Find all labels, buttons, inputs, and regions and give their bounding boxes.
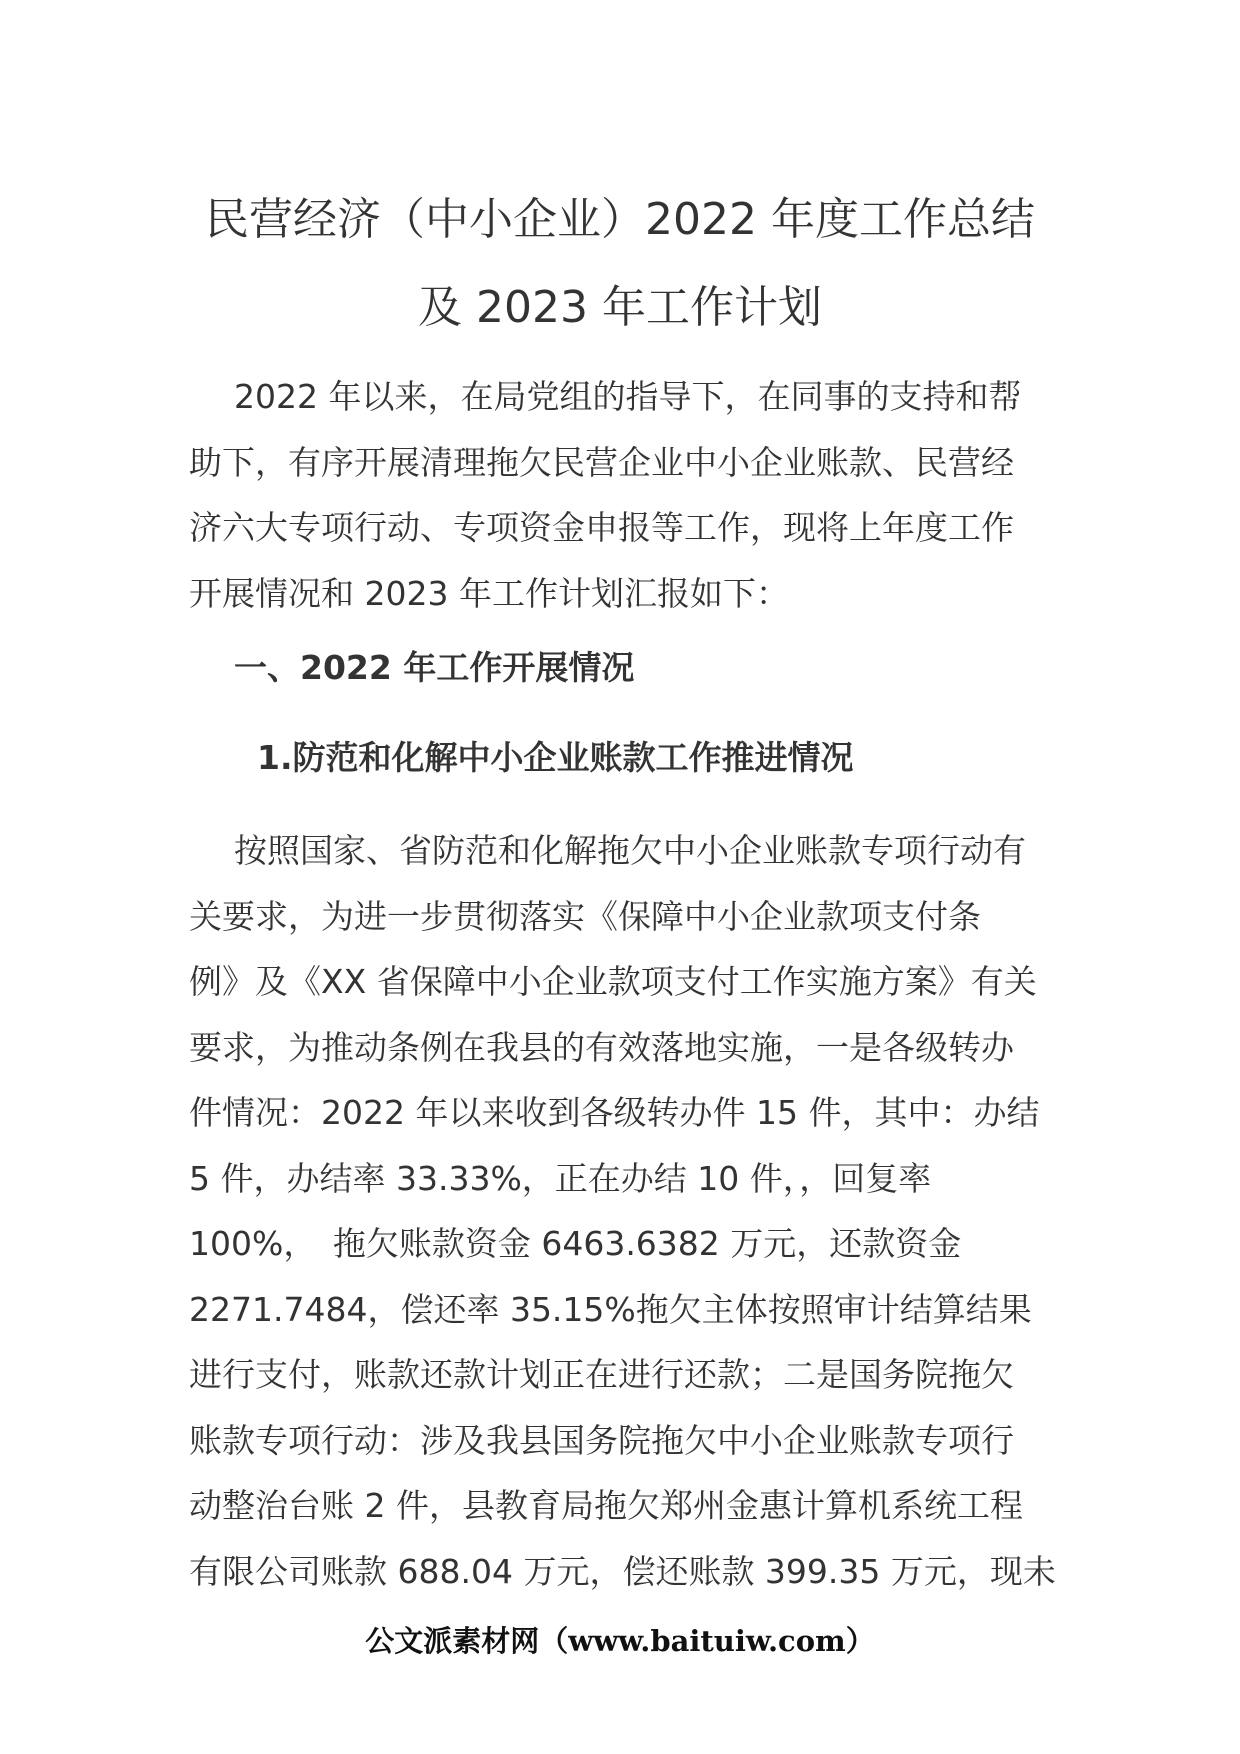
paragraph-line: 按照国家、省防范和化解拖欠中小企业账款专项行动有 xyxy=(234,831,1026,870)
footer-watermark: 公文派素材网（www.baituiw.com） xyxy=(365,1624,875,1658)
paragraph-line: 要求，为推动条例在我县的有效落地实施，一是各级转办 xyxy=(189,1027,1014,1067)
subsection-heading: 1.防范和化解中小企业账款工作推进情况 xyxy=(257,738,854,777)
section-heading: 一、2022 年工作开展情况 xyxy=(234,648,635,687)
paragraph-line: 有限公司账款 688.04 万元，偿还账款 399.35 万元，现未 xyxy=(189,1551,1056,1591)
paragraph-line: 5 件，办结率 33.33%，正在办结 10 件，，回复率 xyxy=(189,1158,932,1198)
paragraph-line: 2022 年以来，在局党组的指导下，在同事的支持和帮 xyxy=(234,377,1022,416)
paragraph-line: 开展情况和 2023 年工作计划汇报如下： xyxy=(189,573,789,613)
body-paragraph xyxy=(189,818,1056,1604)
paragraph-line: 济六大专项行动、专项资金申报等工作，现将上年度工作 xyxy=(189,508,1014,547)
document-title-line-1: 民营经济（中小企业）2022 年度工作总结 xyxy=(205,194,1035,245)
paragraph-line: 助下，有序开展清理拖欠民营企业中小企业账款、民营经 xyxy=(189,442,1014,482)
paragraph-line: 100%， 拖欠账款资金 6463.6382 万元，还款资金 xyxy=(189,1224,962,1263)
paragraph-line: 账款专项行动：涉及我县国务院拖欠中小企业账款专项行 xyxy=(189,1420,1014,1460)
paragraph-line: 例》及《XX 省保障中小企业款项支付工作实施方案》有关 xyxy=(189,962,1037,1001)
paragraph-line: 动整治台账 2 件，县教育局拖欠郑州金惠计算机系统工程 xyxy=(189,1486,1023,1525)
paragraph-line: 进行支付，账款还款计划正在进行还款；二是国务院拖欠 xyxy=(189,1355,1014,1394)
document-title-line-2: 及 2023 年工作计划 xyxy=(418,282,822,333)
paragraph-line: 关要求，为进一步贯彻落实《保障中小企业款项支付条 xyxy=(189,896,981,936)
intro-paragraph xyxy=(189,364,1049,626)
paragraph-line: 2271.7484，偿还率 35.15%拖欠主体按照审计结算结果 xyxy=(189,1289,1032,1329)
paragraph-line: 件情况：2022 年以来收到各级转办件 15 件，其中：办结 xyxy=(189,1093,1040,1132)
